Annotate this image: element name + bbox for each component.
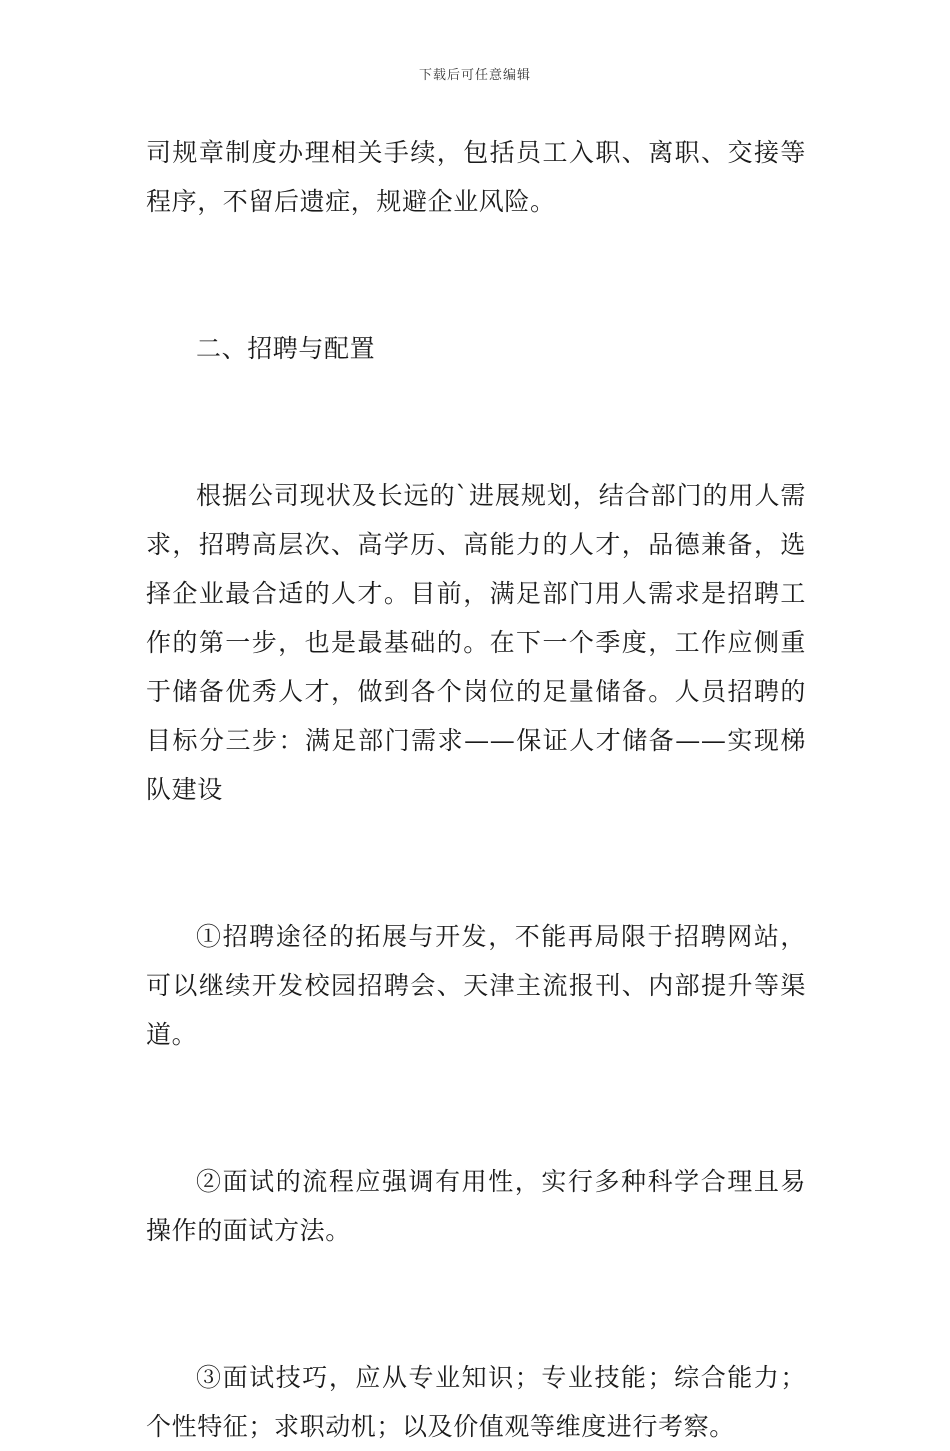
header-note: 下载后可任意编辑 [418, 68, 531, 83]
paragraph-recruitment-plan: 根据公司现状及长远的`进展规划，结合部门的用人需求，招聘高层次、高学历、高能力的人才，品德兼备，选择企业最合适的人才。目前，满足部门用人需求是招聘工作的第一步，也是最基础的。在下一个季度，工作应侧重于储备优秀人才，做到各个岗位的足量储备。人员招聘的目标分三步：满足部门需求——保证人才储备——实现梯队建设 [146, 481, 806, 804]
paragraph-gap [146, 226, 806, 324]
section-heading: 二、招聘与配置 [196, 334, 376, 363]
paragraph-continued: 司规章制度办理相关手续，包括员工入职、离职、交接等程序，不留后遗症，规避企业风险。 [146, 138, 806, 216]
paragraph-gap [146, 814, 806, 912]
list-item-interview-process: ②面试的流程应强调有用性，实行多种科学合理且易操作的面试方法。 [146, 1167, 806, 1245]
list-item-interview-skills: ③面试技巧，应从专业知识；专业技能；综合能力；个性特征；求职动机；以及价值观等维度进行考察。 [146, 1363, 806, 1441]
paragraph-gap [146, 1059, 806, 1157]
paragraph-gap [146, 1255, 806, 1353]
document-body [146, 128, 806, 1451]
list-item-recruitment-channels: ①招聘途径的拓展与开发，不能再局限于招聘网站，可以继续开发校园招聘会、天津主流报刊、内部提升等渠道。 [146, 922, 806, 1049]
paragraph-gap [146, 373, 806, 471]
